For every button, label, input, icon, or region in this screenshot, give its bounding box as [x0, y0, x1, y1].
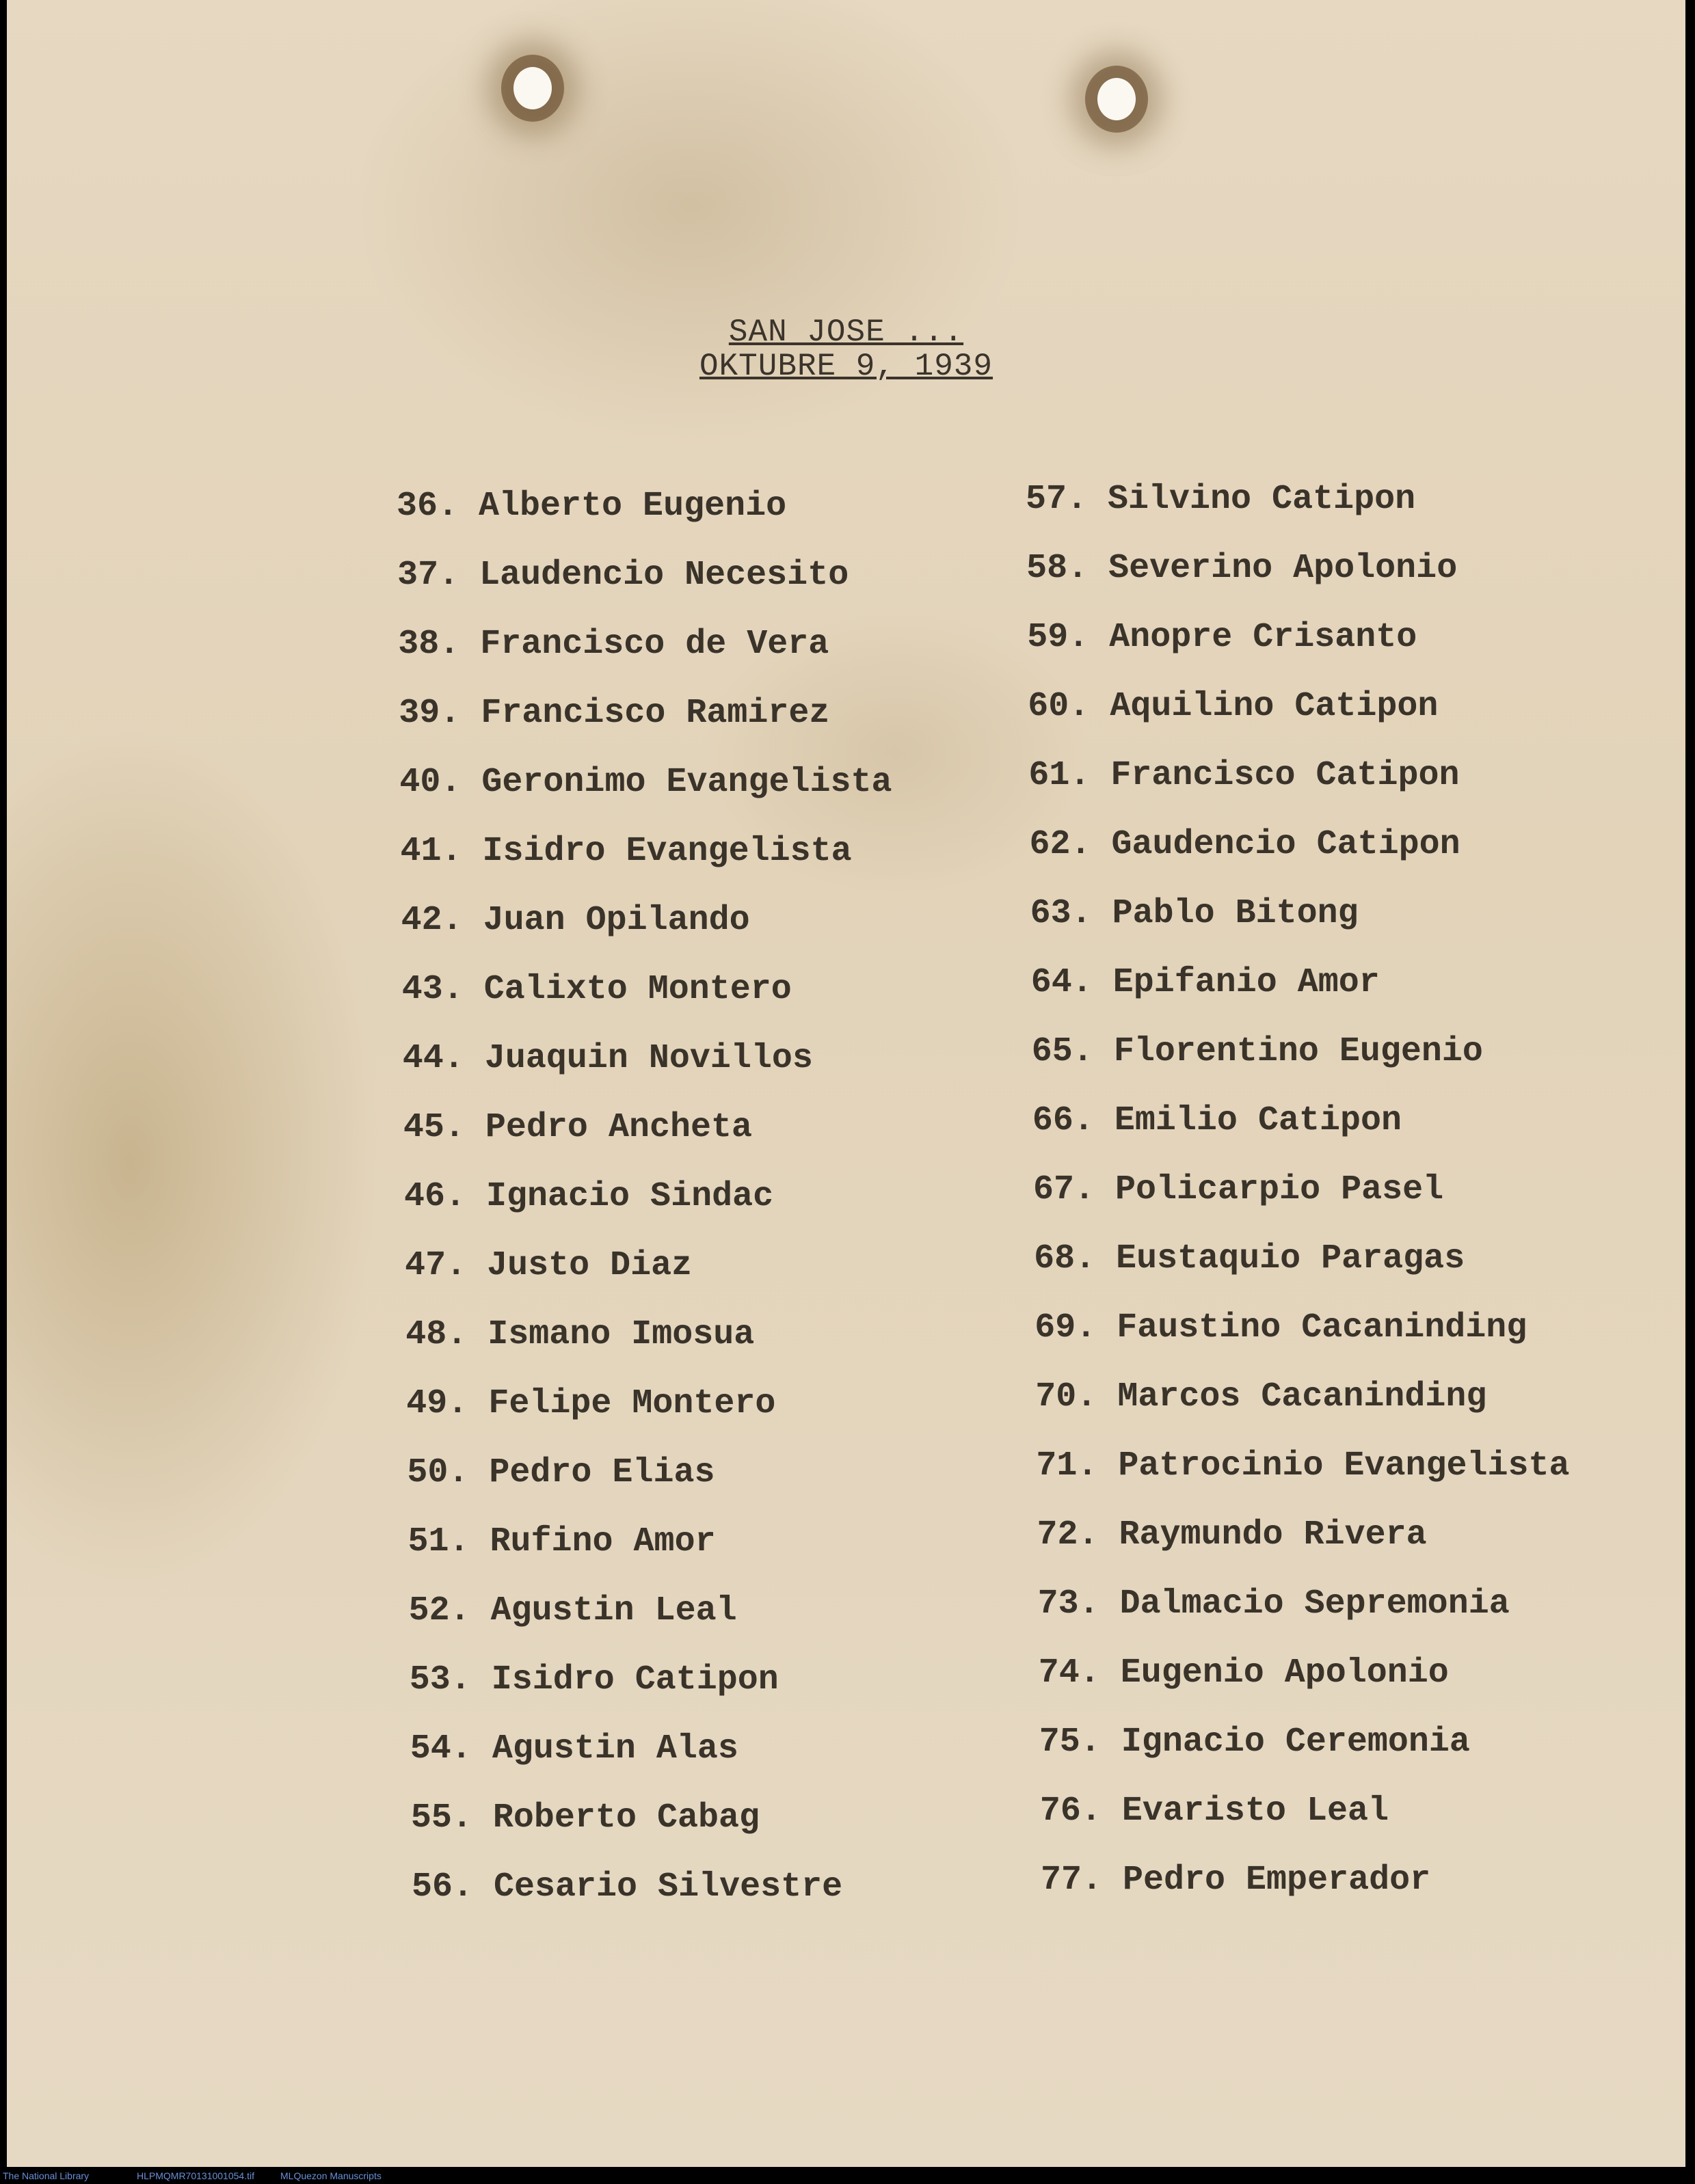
punch-hole-right — [1097, 78, 1136, 120]
list-item: 52. Agustin Leal — [408, 1591, 737, 1630]
list-item: 51. Rufino Amor — [408, 1522, 716, 1561]
list-item: 62. Gaudencio Catipon — [1029, 825, 1460, 864]
list-item: 73. Dalmacio Sepremonia — [1037, 1585, 1510, 1623]
list-item: 63. Pablo Bitong — [1030, 894, 1359, 933]
punch-hole-left — [513, 67, 552, 109]
scan-footer — [0, 2168, 1695, 2184]
footer-collection: MLQuezon Manuscripts — [280, 2170, 382, 2181]
list-item: 44. Juaquin Novillos — [402, 1039, 813, 1078]
list-item: 41. Isidro Evangelista — [400, 832, 852, 871]
list-item: 43. Calixto Montero — [401, 970, 792, 1009]
list-item: 75. Ignacio Ceremonia — [1039, 1723, 1470, 1762]
list-item: 39. Francisco Ramirez — [399, 694, 830, 733]
list-item: 68. Eustaquio Paragas — [1034, 1239, 1465, 1278]
list-item: 71. Patrocinio Evangelista — [1036, 1446, 1570, 1485]
list-item: 57. Silvino Catipon — [1026, 480, 1416, 519]
list-item: 47. Justo Diaz — [405, 1246, 693, 1285]
list-item: 40. Geronimo Evangelista — [399, 763, 892, 802]
list-item: 60. Aquilino Catipon — [1028, 687, 1439, 726]
list-item: 76. Evaristo Leal — [1039, 1792, 1389, 1831]
list-item: 59. Anopre Crisanto — [1027, 618, 1417, 657]
list-item: 66. Emilio Catipon — [1032, 1101, 1402, 1140]
list-item: 48. Ismano Imosua — [405, 1315, 755, 1354]
list-item: 61. Francisco Catipon — [1028, 756, 1460, 795]
list-item: 70. Marcos Cacaninding — [1035, 1377, 1487, 1416]
list-item: 49. Felipe Montero — [406, 1384, 776, 1423]
list-item: 37. Laudencio Necesito — [397, 556, 849, 595]
footer-library: The National Library — [3, 2170, 90, 2181]
list-item: 36. Alberto Eugenio — [397, 487, 787, 526]
list-item: 55. Roberto Cabag — [410, 1798, 760, 1837]
footer-filename: HLPMQMR70131001054.tif — [137, 2170, 254, 2181]
list-item: 46. Ignacio Sindac — [404, 1177, 774, 1216]
list-item: 38. Francisco de Vera — [398, 625, 829, 664]
list-item: 72. Raymundo Rivera — [1037, 1515, 1427, 1554]
list-item: 64. Epifanio Amor — [1030, 963, 1380, 1002]
list-item: 77. Pedro Emperador — [1041, 1861, 1431, 1900]
list-item: 50. Pedro Elias — [407, 1453, 715, 1492]
list-item: 74. Eugenio Apolonio — [1038, 1654, 1449, 1693]
document-page — [7, 0, 1685, 2167]
list-item: 54. Agustin Alas — [410, 1729, 738, 1768]
list-item: 67. Policarpio Pasel — [1033, 1170, 1444, 1209]
list-item: 65. Florentino Eugenio — [1031, 1032, 1483, 1071]
list-item: 56. Cesario Silvestre — [412, 1868, 843, 1906]
list-item: 42. Juan Opilando — [401, 901, 750, 940]
document-title-date: OKTUBRE 9, 1939 — [699, 349, 993, 384]
list-item: 53. Isidro Catipon — [409, 1660, 779, 1699]
list-item: 58. Severino Apolonio — [1026, 549, 1458, 588]
list-item: 69. Faustino Cacaninding — [1035, 1308, 1527, 1347]
list-item: 45. Pedro Ancheta — [403, 1108, 752, 1147]
document-title-location: SAN JOSE ... — [728, 314, 964, 350]
